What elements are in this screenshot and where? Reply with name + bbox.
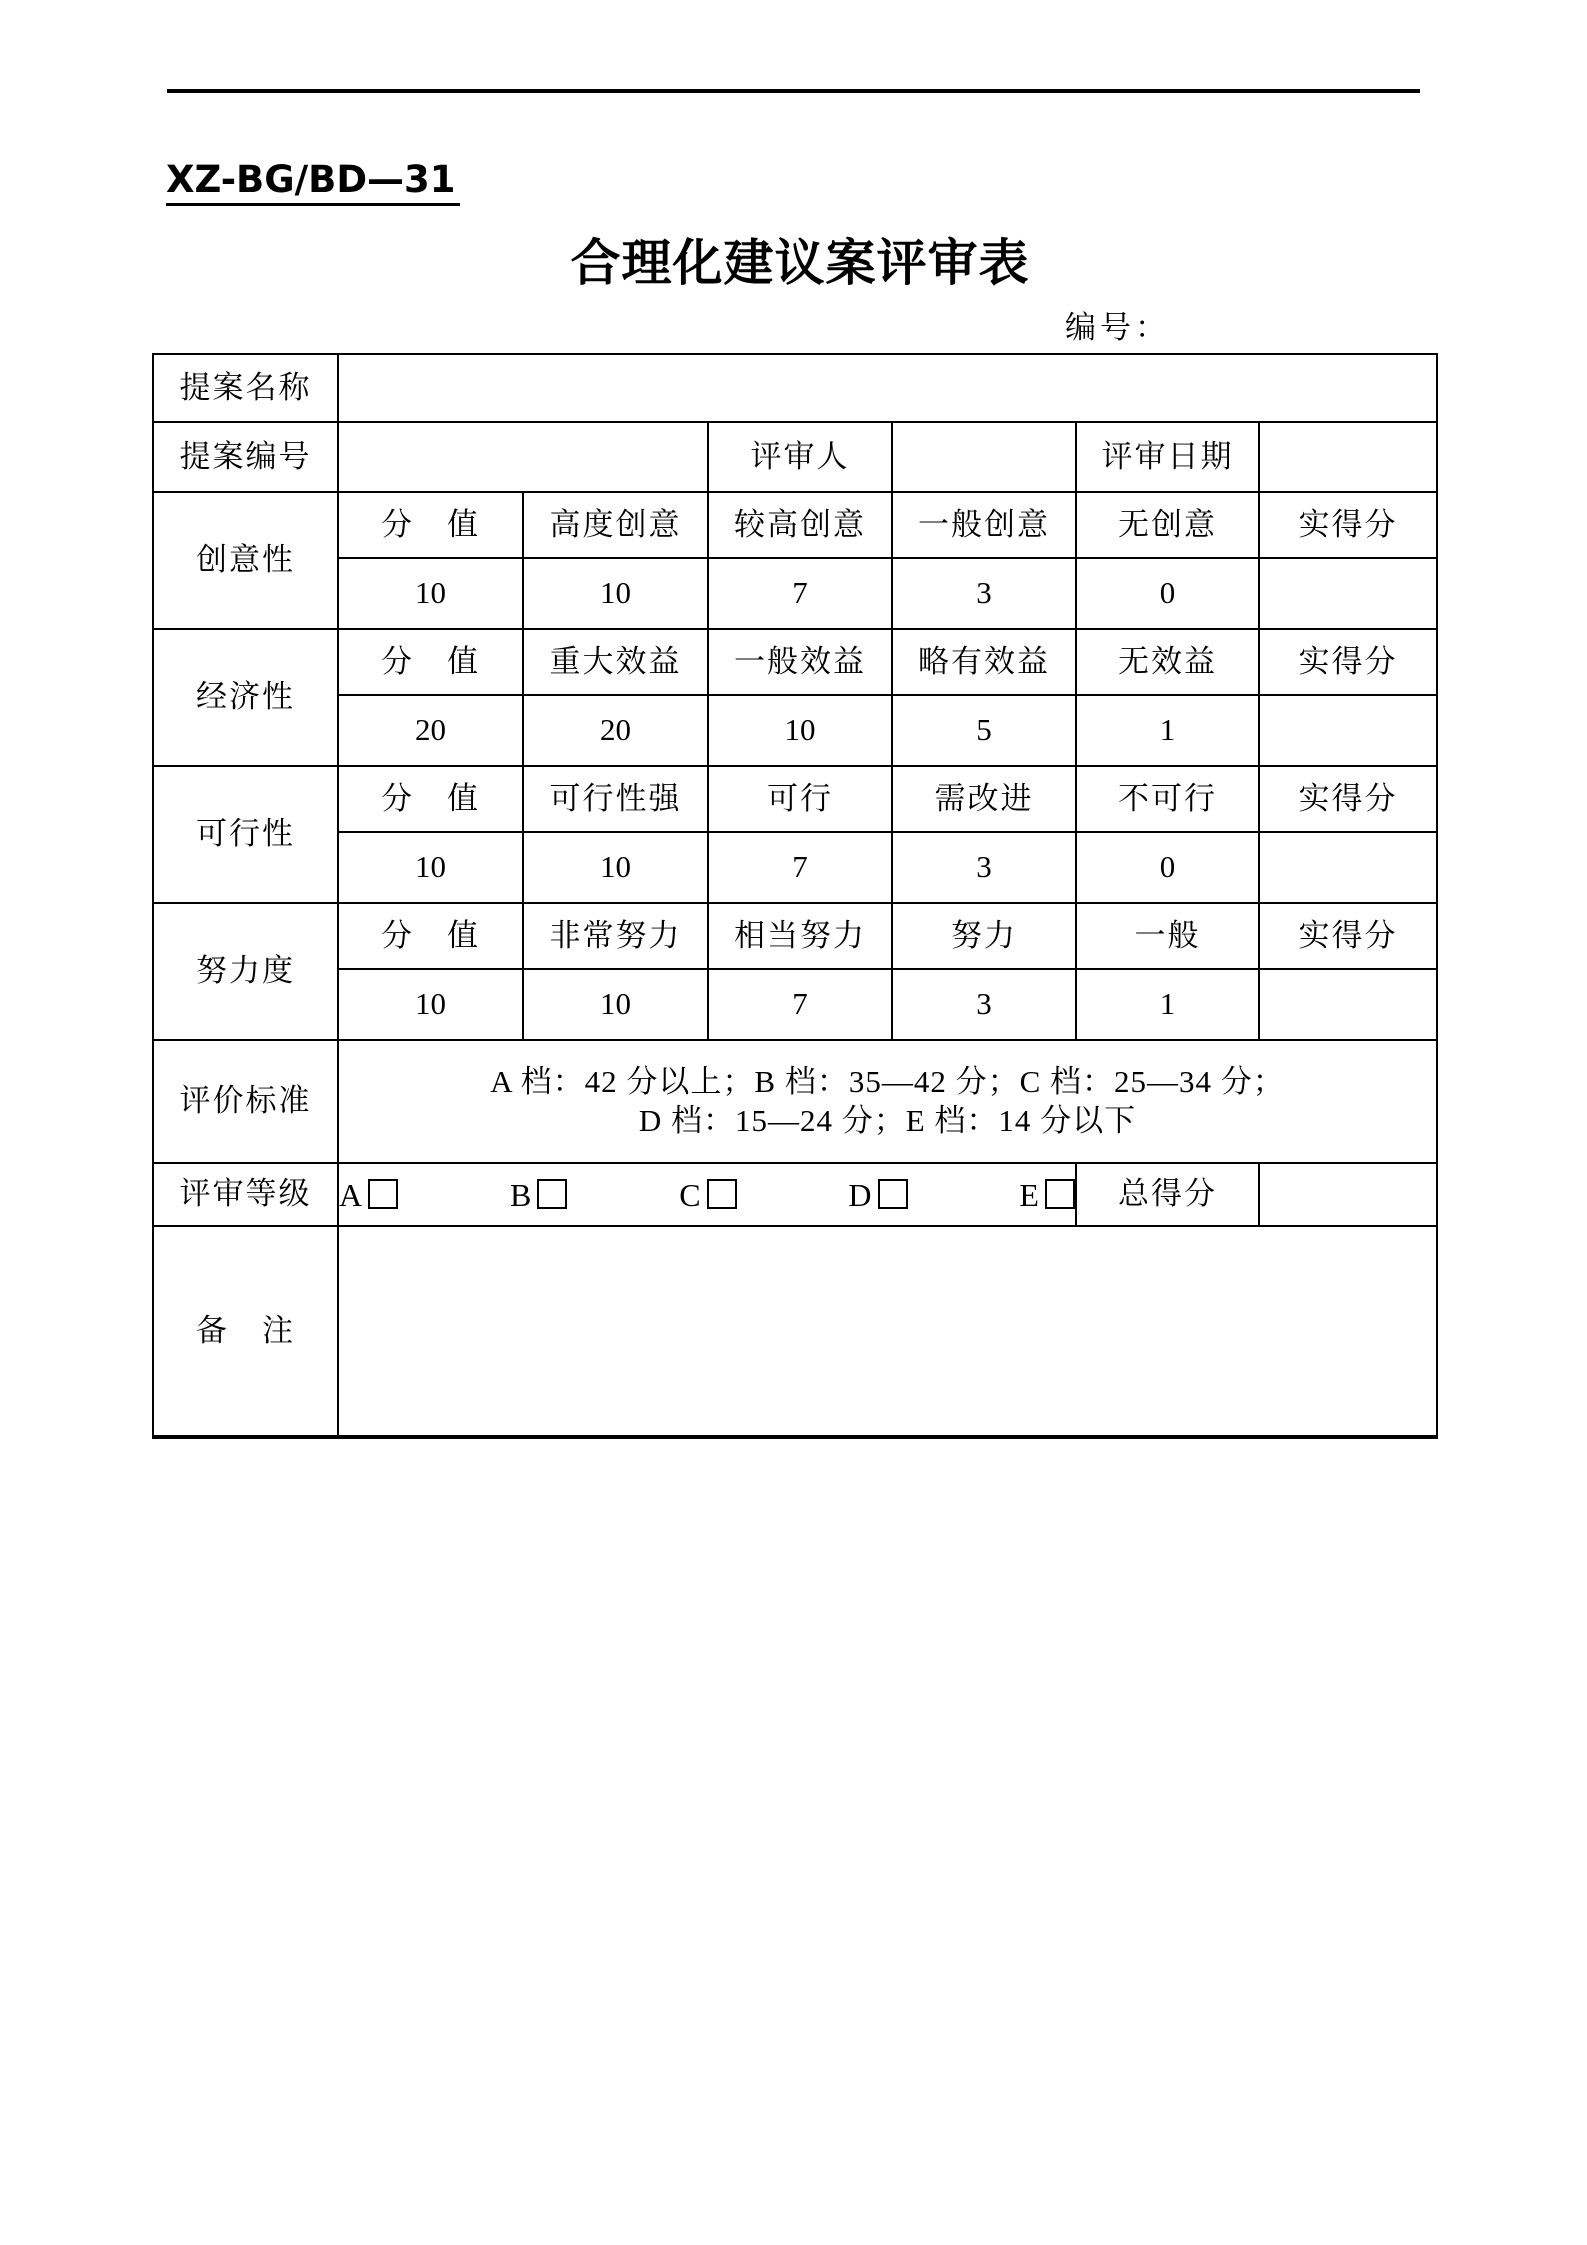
grade-option-d[interactable] [848, 1175, 907, 1215]
level-label: 高度创意 [523, 492, 708, 558]
criterion-name-feasibility: 可行性 [153, 766, 338, 903]
criterion-name-economy: 经济性 [153, 629, 338, 766]
remarks-label: 备 注 [153, 1226, 338, 1437]
level-label: 努力 [892, 903, 1076, 969]
level-label: 相当努力 [708, 903, 892, 969]
level-score: 3 [892, 832, 1076, 903]
grade-option-b[interactable] [510, 1175, 567, 1215]
level-score: 0 [1076, 558, 1259, 629]
actual-score-label: 实得分 [1259, 492, 1437, 558]
max-score: 10 [338, 832, 523, 903]
reviewer-input[interactable] [892, 422, 1076, 492]
standards-line-2: D 档：15—24 分；E 档：14 分以下 [638, 1102, 1137, 1138]
proposal-no-label: 提案编号 [153, 422, 338, 492]
grade-option-letter: D [848, 1176, 872, 1213]
level-label: 一般 [1076, 903, 1259, 969]
level-label: 无效益 [1076, 629, 1259, 695]
proposal-name-input[interactable] [338, 354, 1437, 422]
grade-option-a[interactable] [339, 1175, 398, 1215]
grade-option-letter: C [679, 1176, 701, 1213]
max-score: 10 [338, 969, 523, 1040]
grade-option-letter: B [509, 1176, 532, 1213]
level-score: 0 [1076, 832, 1259, 903]
level-label: 略有效益 [892, 629, 1076, 695]
criterion-name-effort: 努力度 [153, 903, 338, 1040]
level-score: 10 [523, 558, 708, 629]
page-title: 合理化建议案评审表 [570, 235, 1030, 291]
checkbox-icon[interactable] [537, 1179, 567, 1209]
score-label: 分 值 [338, 766, 523, 832]
level-label: 无创意 [1076, 492, 1259, 558]
level-label: 重大效益 [523, 629, 708, 695]
number-label: 编号： [1065, 310, 1170, 345]
level-score: 10 [523, 832, 708, 903]
level-score: 1 [1076, 695, 1259, 766]
grade-option-letter: A [339, 1176, 363, 1213]
actual-score-label: 实得分 [1259, 903, 1437, 969]
level-score: 20 [523, 695, 708, 766]
checkbox-icon[interactable] [707, 1179, 737, 1209]
level-score: 5 [892, 695, 1076, 766]
level-score: 10 [708, 695, 892, 766]
level-score: 10 [523, 969, 708, 1040]
level-score: 7 [708, 969, 892, 1040]
level-score: 3 [892, 558, 1076, 629]
actual-score-input[interactable] [1259, 558, 1437, 629]
checkbox-icon[interactable] [368, 1179, 398, 1209]
level-label: 可行 [708, 766, 892, 832]
level-label: 非常努力 [523, 903, 708, 969]
proposal-name-label: 提案名称 [153, 354, 338, 422]
checkbox-icon[interactable] [1045, 1179, 1075, 1209]
level-score: 3 [892, 969, 1076, 1040]
max-score: 20 [338, 695, 523, 766]
review-form-table [152, 353, 1438, 1439]
grade-options-cell [338, 1163, 1076, 1226]
total-score-label: 总得分 [1076, 1163, 1259, 1226]
level-label: 一般创意 [892, 492, 1076, 558]
remarks-input[interactable] [338, 1226, 1437, 1437]
grade-option-letter: E [1019, 1176, 1039, 1213]
review-date-label: 评审日期 [1076, 422, 1259, 492]
review-date-input[interactable] [1259, 422, 1437, 492]
level-score: 7 [708, 832, 892, 903]
level-label: 可行性强 [523, 766, 708, 832]
level-label: 不可行 [1076, 766, 1259, 832]
score-label: 分 值 [338, 492, 523, 558]
max-score: 10 [338, 558, 523, 629]
level-label: 较高创意 [708, 492, 892, 558]
actual-score-input[interactable] [1259, 832, 1437, 903]
checkbox-icon[interactable] [878, 1179, 908, 1209]
level-label: 需改进 [892, 766, 1076, 832]
standards-line-1: A 档：42 分以上；B 档：35—42 分；C 档：25—34 分； [490, 1063, 1285, 1099]
standards-text [338, 1040, 1437, 1163]
doc-code: XZ-BG/BD—31 [166, 160, 460, 206]
grade-label: 评审等级 [153, 1163, 338, 1226]
score-label: 分 值 [338, 903, 523, 969]
grade-option-e[interactable] [1019, 1175, 1075, 1215]
grade-option-c[interactable] [679, 1175, 736, 1215]
level-score: 1 [1076, 969, 1259, 1040]
score-label: 分 值 [338, 629, 523, 695]
total-score-input[interactable] [1259, 1163, 1437, 1226]
standards-label: 评价标准 [153, 1040, 338, 1163]
criterion-name-creativity: 创意性 [153, 492, 338, 629]
actual-score-input[interactable] [1259, 969, 1437, 1040]
level-score: 7 [708, 558, 892, 629]
header-rule [167, 89, 1420, 93]
actual-score-input[interactable] [1259, 695, 1437, 766]
reviewer-label: 评审人 [708, 422, 892, 492]
actual-score-label: 实得分 [1259, 766, 1437, 832]
proposal-no-input[interactable] [338, 422, 708, 492]
level-label: 一般效益 [708, 629, 892, 695]
actual-score-label: 实得分 [1259, 629, 1437, 695]
